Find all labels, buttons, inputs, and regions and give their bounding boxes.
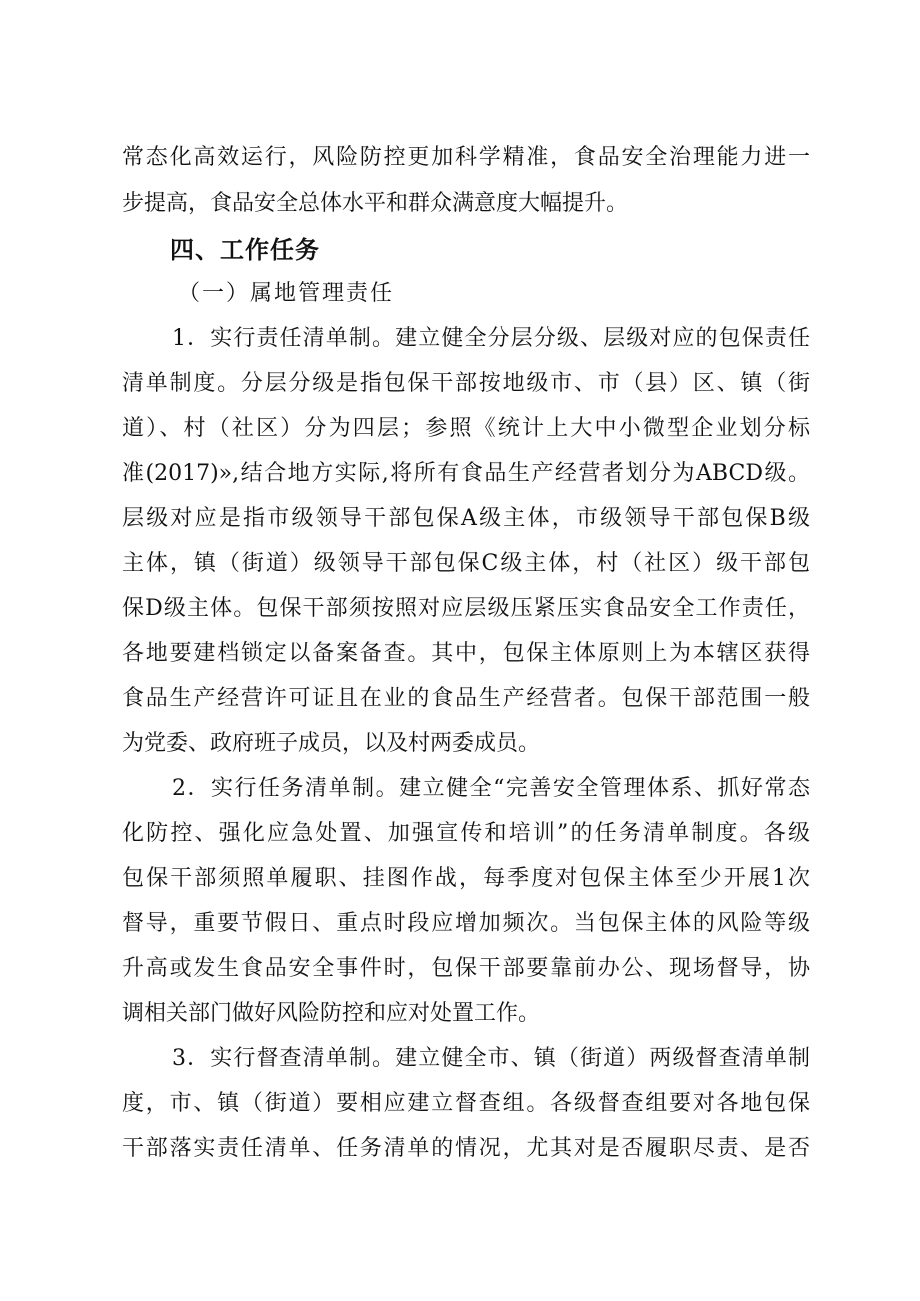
item2-line-4: 督导，重要节假日、重点时段应增加频次。当包保主体的风险等级	[122, 911, 810, 936]
item3-line-3: 干部落实责任清单、任务清单的情况，尤其对是否履职尽责、是否	[122, 1136, 810, 1161]
item1-line-3: 道）、村（社区）分为四层；参照《统计上大中小微型企业划分标	[122, 416, 810, 441]
item2-line-3: 包保干部须照单履职、挂图作战，每季度对包保主体至少开展1次	[122, 866, 810, 891]
item1-line-10: 为党委、政府班子成员，以及村两委成员。	[122, 731, 541, 756]
item2-line-5: 升高或发生食品安全事件时，包保干部要靠前办公、现场督导，协	[122, 956, 810, 981]
item1-line-9: 食品生产经营许可证且在业的食品生产经营者。包保干部范围一般	[122, 686, 810, 711]
item1-line-5: 层级对应是指市级领导干部包保A级主体，市级领导干部包保B级	[122, 506, 810, 531]
intro-line-2: 步提高，食品安全总体水平和群众满意度大幅提升。	[122, 191, 629, 216]
intro-line-1: 常态化高效运行，风险防控更加科学精准，食品安全治理能力进一	[122, 145, 810, 170]
item1-line-2: 清单制度。分层分级是指包保干部按地级市、市（县）区、镇（街	[122, 371, 810, 396]
item2-line-6: 调相关部门做好风险防控和应对处置工作。	[122, 1001, 541, 1026]
item1-line-8: 各地要建档锁定以备案备查。其中，包保主体原则上为本辖区获得	[122, 641, 810, 666]
item2-line-2: 化防控、强化应急处置、加强宣传和培训”的任务清单制度。各级	[122, 821, 810, 846]
section-heading: 四、工作任务	[170, 236, 320, 264]
item1-line-4: 准(2017)»,结合地方实际,将所有食品生产经营者划分为ABCD级。	[122, 461, 810, 486]
item1-line-1: 1．实行责任清单制。建立健全分层分级、层级对应的包保责任	[172, 326, 810, 351]
item1-line-6: 主体，镇（街道）级领导干部包保C级主体，村（社区）级干部包	[122, 551, 810, 576]
subsection-heading: （一）属地管理责任	[178, 281, 395, 306]
item1-line-7: 保D级主体。包保干部须按照对应层级压紧压实食品安全工作责任，	[122, 596, 810, 621]
item3-line-2: 度，市、镇（街道）要相应建立督查组。各级督查组要对各地包保	[122, 1091, 810, 1116]
item2-line-1: 2．实行任务清单制。建立健全“完善安全管理体系、抓好常态	[172, 776, 810, 801]
item3-line-1: 3．实行督查清单制。建立健全市、镇（街道）两级督查清单制	[172, 1046, 810, 1071]
